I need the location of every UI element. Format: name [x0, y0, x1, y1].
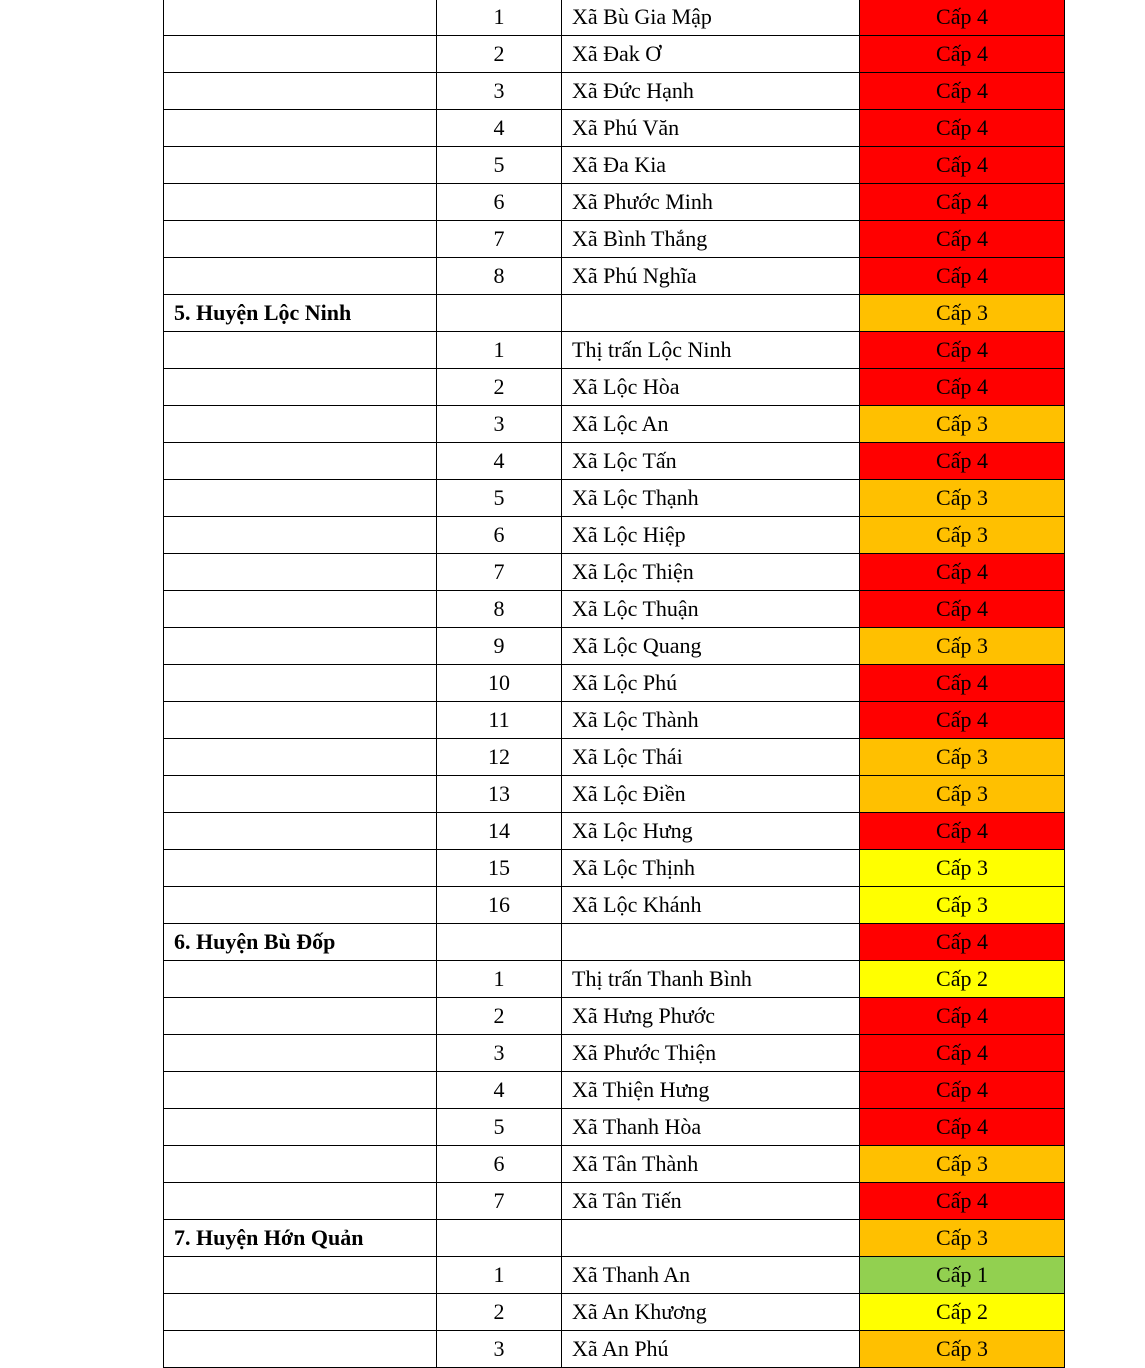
risk-level-cell: Cấp 1	[860, 1257, 1065, 1294]
risk-level-cell: Cấp 4	[860, 73, 1065, 110]
district-name-cell	[164, 554, 437, 591]
table-row	[164, 628, 1065, 665]
table-row	[164, 702, 1065, 739]
row-number-cell: 3	[437, 73, 562, 110]
district-name-cell	[164, 36, 437, 73]
district-name-cell	[164, 258, 437, 295]
risk-level-cell: Cấp 3	[860, 850, 1065, 887]
row-number-cell: 2	[437, 369, 562, 406]
table-row	[164, 258, 1065, 295]
risk-level-cell: Cấp 4	[860, 258, 1065, 295]
row-number-cell: 4	[437, 110, 562, 147]
district-name-cell	[164, 147, 437, 184]
commune-name-cell: Thị trấn Thanh Bình	[562, 961, 860, 998]
commune-name-cell: Thị trấn Lộc Ninh	[562, 332, 860, 369]
row-number-cell: 7	[437, 554, 562, 591]
risk-level-cell: Cấp 4	[860, 369, 1065, 406]
district-name-cell	[164, 1183, 437, 1220]
commune-name-cell: Xã Phú Nghĩa	[562, 258, 860, 295]
risk-level-cell: Cấp 4	[860, 702, 1065, 739]
district-name-cell	[164, 813, 437, 850]
district-name-cell	[164, 184, 437, 221]
commune-name-cell: Xã Phước Thiện	[562, 1035, 860, 1072]
risk-level-cell: Cấp 3	[860, 295, 1065, 332]
risk-level-cell: Cấp 2	[860, 961, 1065, 998]
row-number-cell: 6	[437, 1146, 562, 1183]
row-number-cell: 8	[437, 591, 562, 628]
table-row	[164, 850, 1065, 887]
commune-name-cell: Xã Lộc Quang	[562, 628, 860, 665]
risk-level-cell: Cấp 3	[860, 776, 1065, 813]
row-number-cell	[437, 1220, 562, 1257]
district-name-cell	[164, 0, 437, 36]
row-number-cell: 5	[437, 1109, 562, 1146]
commune-name-cell: Xã Lộc Hòa	[562, 369, 860, 406]
commune-name-cell: Xã Hưng Phước	[562, 998, 860, 1035]
district-name-cell	[164, 1257, 437, 1294]
commune-name-cell: Xã Lộc Khánh	[562, 887, 860, 924]
district-name-cell	[164, 961, 437, 998]
commune-name-cell: Xã Bình Thắng	[562, 221, 860, 258]
risk-level-cell: Cấp 3	[860, 628, 1065, 665]
table-row	[164, 0, 1065, 36]
risk-level-cell: Cấp 4	[860, 443, 1065, 480]
row-number-cell: 3	[437, 1331, 562, 1368]
row-number-cell: 1	[437, 961, 562, 998]
district-name-cell: 5. Huyện Lộc Ninh	[164, 295, 437, 332]
risk-level-cell: Cấp 4	[860, 36, 1065, 73]
district-name-cell	[164, 480, 437, 517]
commune-name-cell: Xã Lộc Hiệp	[562, 517, 860, 554]
commune-name-cell	[562, 295, 860, 332]
commune-name-cell: Xã Lộc Thành	[562, 702, 860, 739]
risk-level-cell: Cấp 3	[860, 739, 1065, 776]
commune-name-cell: Xã Lộc Hưng	[562, 813, 860, 850]
risk-level-cell: Cấp 4	[860, 0, 1065, 36]
risk-level-cell: Cấp 4	[860, 924, 1065, 961]
row-number-cell: 14	[437, 813, 562, 850]
district-row	[164, 295, 1065, 332]
row-number-cell: 16	[437, 887, 562, 924]
table-row	[164, 554, 1065, 591]
risk-level-cell: Cấp 3	[860, 1146, 1065, 1183]
commune-name-cell: Xã Thiện Hưng	[562, 1072, 860, 1109]
district-name-cell	[164, 887, 437, 924]
row-number-cell: 4	[437, 443, 562, 480]
commune-name-cell: Xã An Phú	[562, 1331, 860, 1368]
district-name-cell	[164, 1146, 437, 1183]
table-row	[164, 998, 1065, 1035]
table-row	[164, 1109, 1065, 1146]
table-row	[164, 961, 1065, 998]
table-row	[164, 1146, 1065, 1183]
row-number-cell: 1	[437, 0, 562, 36]
row-number-cell: 15	[437, 850, 562, 887]
table-row	[164, 406, 1065, 443]
district-name-cell	[164, 110, 437, 147]
row-number-cell: 9	[437, 628, 562, 665]
district-row	[164, 924, 1065, 961]
table-row	[164, 110, 1065, 147]
table-row	[164, 1257, 1065, 1294]
risk-level-cell: Cấp 4	[860, 813, 1065, 850]
risk-level-cell: Cấp 3	[860, 887, 1065, 924]
commune-name-cell: Xã Lộc Thiện	[562, 554, 860, 591]
commune-name-cell: Xã Bù Gia Mập	[562, 0, 860, 36]
row-number-cell: 2	[437, 998, 562, 1035]
row-number-cell: 1	[437, 332, 562, 369]
district-name-cell	[164, 73, 437, 110]
table-row	[164, 591, 1065, 628]
table-row	[164, 776, 1065, 813]
table-row	[164, 813, 1065, 850]
row-number-cell: 12	[437, 739, 562, 776]
district-name-cell	[164, 628, 437, 665]
commune-name-cell: Xã Lộc Thịnh	[562, 850, 860, 887]
risk-level-cell: Cấp 3	[860, 517, 1065, 554]
risk-level-cell: Cấp 4	[860, 184, 1065, 221]
risk-level-cell: Cấp 4	[860, 1183, 1065, 1220]
risk-level-cell: Cấp 4	[860, 110, 1065, 147]
commune-name-cell: Xã Tân Thành	[562, 1146, 860, 1183]
commune-name-cell: Xã Thanh Hòa	[562, 1109, 860, 1146]
risk-level-cell: Cấp 3	[860, 1220, 1065, 1257]
commune-name-cell: Xã Đức Hạnh	[562, 73, 860, 110]
table-row	[164, 517, 1065, 554]
row-number-cell: 3	[437, 406, 562, 443]
district-name-cell	[164, 369, 437, 406]
risk-level-cell: Cấp 3	[860, 1331, 1065, 1368]
commune-name-cell: Xã Đa Kia	[562, 147, 860, 184]
risk-level-cell: Cấp 3	[860, 480, 1065, 517]
table-row	[164, 36, 1065, 73]
district-name-cell	[164, 1072, 437, 1109]
table-row	[164, 1183, 1065, 1220]
commune-name-cell	[562, 1220, 860, 1257]
risk-level-cell: Cấp 4	[860, 998, 1065, 1035]
table-row	[164, 147, 1065, 184]
table-row	[164, 221, 1065, 258]
table-row	[164, 332, 1065, 369]
district-name-cell	[164, 221, 437, 258]
table-row	[164, 480, 1065, 517]
district-name-cell	[164, 332, 437, 369]
commune-name-cell: Xã An Khương	[562, 1294, 860, 1331]
row-number-cell: 3	[437, 1035, 562, 1072]
row-number-cell: 7	[437, 221, 562, 258]
risk-level-cell: Cấp 2	[860, 1294, 1065, 1331]
commune-name-cell: Xã Lộc Điền	[562, 776, 860, 813]
district-name-cell: 7. Huyện Hớn Quản	[164, 1220, 437, 1257]
row-number-cell: 1	[437, 1257, 562, 1294]
row-number-cell: 6	[437, 184, 562, 221]
commune-name-cell: Xã Phước Minh	[562, 184, 860, 221]
table-row	[164, 369, 1065, 406]
risk-level-cell: Cấp 4	[860, 591, 1065, 628]
district-name-cell	[164, 1331, 437, 1368]
table-row	[164, 184, 1065, 221]
risk-level-cell: Cấp 4	[860, 665, 1065, 702]
commune-name-cell	[562, 924, 860, 961]
row-number-cell: 7	[437, 1183, 562, 1220]
district-name-cell	[164, 591, 437, 628]
district-name-cell	[164, 1294, 437, 1331]
district-name-cell	[164, 406, 437, 443]
district-name-cell	[164, 776, 437, 813]
table-row	[164, 443, 1065, 480]
commune-name-cell: Xã Thanh An	[562, 1257, 860, 1294]
row-number-cell: 5	[437, 480, 562, 517]
table-row	[164, 887, 1065, 924]
row-number-cell	[437, 295, 562, 332]
risk-level-table-body	[164, 0, 1065, 1368]
risk-level-cell: Cấp 4	[860, 1072, 1065, 1109]
table-row	[164, 73, 1065, 110]
risk-level-cell: Cấp 4	[860, 221, 1065, 258]
district-name-cell	[164, 998, 437, 1035]
row-number-cell: 5	[437, 147, 562, 184]
district-row	[164, 1220, 1065, 1257]
district-name-cell	[164, 850, 437, 887]
district-name-cell	[164, 1109, 437, 1146]
table-row	[164, 739, 1065, 776]
district-name-cell	[164, 665, 437, 702]
row-number-cell: 10	[437, 665, 562, 702]
commune-name-cell: Xã Lộc Tấn	[562, 443, 860, 480]
risk-level-cell: Cấp 4	[860, 332, 1065, 369]
district-name-cell	[164, 702, 437, 739]
risk-level-cell: Cấp 4	[860, 147, 1065, 184]
row-number-cell: 6	[437, 517, 562, 554]
table-row	[164, 1072, 1065, 1109]
row-number-cell: 2	[437, 36, 562, 73]
commune-name-cell: Xã Lộc An	[562, 406, 860, 443]
table-row	[164, 665, 1065, 702]
commune-name-cell: Xã Lộc Thuận	[562, 591, 860, 628]
risk-level-cell: Cấp 4	[860, 554, 1065, 591]
risk-level-table	[163, 0, 1065, 1368]
table-row	[164, 1331, 1065, 1368]
commune-name-cell: Xã Lộc Thái	[562, 739, 860, 776]
table-row	[164, 1294, 1065, 1331]
district-name-cell	[164, 443, 437, 480]
commune-name-cell: Xã Đak Ơ	[562, 36, 860, 73]
district-name-cell: 6. Huyện Bù Đốp	[164, 924, 437, 961]
district-name-cell	[164, 517, 437, 554]
district-name-cell	[164, 739, 437, 776]
row-number-cell: 13	[437, 776, 562, 813]
row-number-cell: 8	[437, 258, 562, 295]
district-name-cell	[164, 1035, 437, 1072]
risk-level-cell: Cấp 3	[860, 406, 1065, 443]
commune-name-cell: Xã Lộc Phú	[562, 665, 860, 702]
commune-name-cell: Xã Lộc Thạnh	[562, 480, 860, 517]
row-number-cell: 2	[437, 1294, 562, 1331]
risk-level-cell: Cấp 4	[860, 1109, 1065, 1146]
row-number-cell: 4	[437, 1072, 562, 1109]
risk-level-cell: Cấp 4	[860, 1035, 1065, 1072]
row-number-cell: 11	[437, 702, 562, 739]
row-number-cell	[437, 924, 562, 961]
commune-name-cell: Xã Phú Văn	[562, 110, 860, 147]
commune-name-cell: Xã Tân Tiến	[562, 1183, 860, 1220]
table-row	[164, 1035, 1065, 1072]
